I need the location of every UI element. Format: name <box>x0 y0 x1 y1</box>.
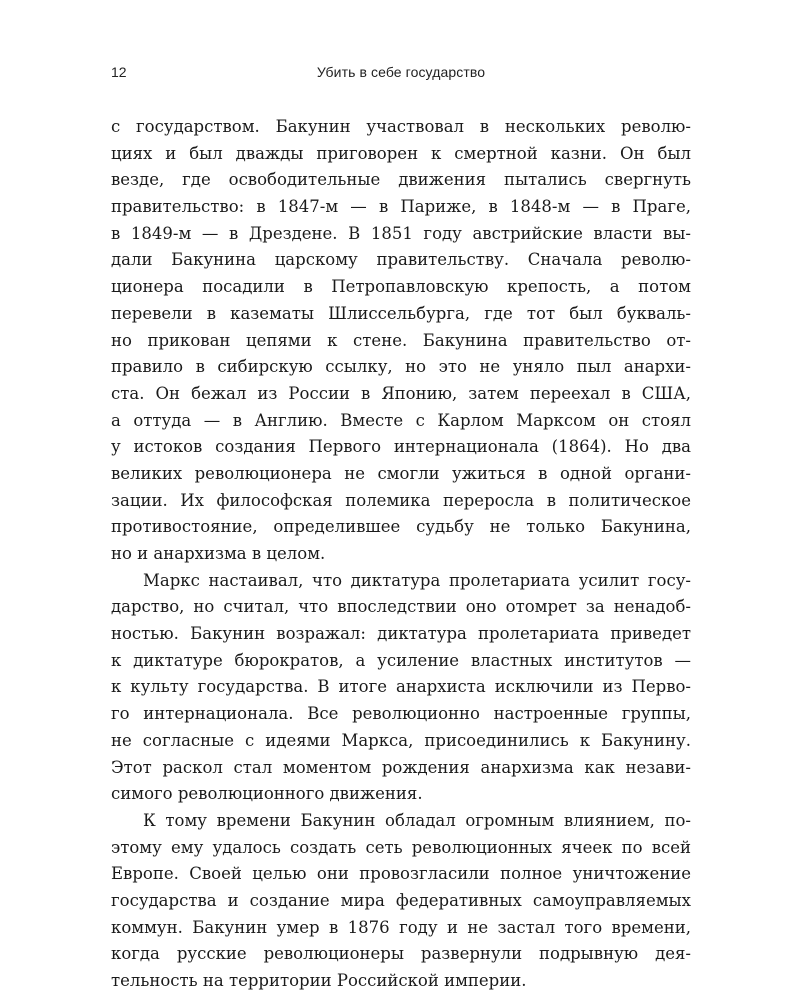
text-line: ста. Он бежал из России в Японию, затем переехал в США, <box>111 383 691 403</box>
text-line: циях и был дважды приговорен к смертной казни. Он был <box>111 143 691 163</box>
text-line: дарство, но считал, что впоследствии оно отомрет за ненадоб- <box>111 597 691 617</box>
text-line: правительство: в 1847-м — в Париже, в 1848-м — в Праге, <box>111 197 691 217</box>
text-line: дали Бакунина царскому правительству. Сначала револю- <box>111 250 691 270</box>
text-line: го интернационала. Все революционно настроенные группы, <box>111 704 691 724</box>
text-line: но и анархизма в целом. <box>111 544 326 563</box>
text-line: Этот раскол стал моментом рождения анархизма как незави- <box>111 757 691 777</box>
text-line: везде, где освободительные движения пытались свергнуть <box>111 170 691 190</box>
text-line: Маркс настаивал, что диктатура пролетариата усилит госу- <box>143 570 691 590</box>
text-line: но прикован цепями к стене. Бакунина правительство от- <box>111 330 691 350</box>
text-line: к диктатуре бюрократов, а усиление властных институтов — <box>111 650 691 670</box>
text-line: государства и создание мира федеративных самоуправляемых <box>111 890 691 910</box>
text-line: тельность на территории Российской империи. <box>111 971 527 990</box>
running-head <box>111 64 691 84</box>
paragraph <box>111 568 691 808</box>
text-line: симого революционного движения. <box>111 784 423 804</box>
text-line: К тому времени Бакунин обладал огромным влиянием, по- <box>143 810 691 830</box>
text-line: перевели в казематы Шлиссельбурга, где тот был букваль- <box>111 303 691 323</box>
text-line: противостояние, определившее судьбу не только Бакунина, <box>111 517 691 537</box>
running-title: Убить в себе государство <box>316 64 486 80</box>
text-line: зации. Их философская полемика переросла в политическое <box>111 490 691 510</box>
page-number: 12 <box>111 64 127 80</box>
text-line: с государством. Бакунин участвовал в нескольких револю- <box>111 117 691 136</box>
text-line: к культу государства. В итоге анархиста исключили из Перво- <box>111 677 691 697</box>
text-line: коммун. Бакунин умер в 1876 году и не застал того времени, <box>111 917 691 937</box>
text-line: Европе. Своей целью они провозгласили полное уничтожение <box>111 864 691 884</box>
text-line: великих революционера не смогли ужиться в одной органи- <box>111 463 691 483</box>
text-line: правило в сибирскую ссылку, но это не уняло пыл анархи- <box>111 357 691 377</box>
text-line: этому ему удалось создать сеть революционных ячеек по всей <box>111 837 691 857</box>
text-line: а оттуда — в Англию. Вместе с Карлом Марксом он стоял <box>111 410 691 430</box>
text-line: ностью. Бакунин возражал: диктатура пролетариата приведет <box>111 624 691 644</box>
text-line: ционера посадили в Петропавловскую крепость, а потом <box>111 277 691 297</box>
text-line: у истоков создания Первого интернационала (1864). Но два <box>111 437 691 457</box>
text-line: когда русские революционеры развернули подрывную дея- <box>111 944 691 964</box>
paragraph <box>111 114 691 568</box>
body-text <box>111 114 691 995</box>
text-line: в 1849-м — в Дрездене. В 1851 году австрийские власти вы- <box>111 223 691 243</box>
text-line: не согласные с идеями Маркса, присоединились к Бакунину. <box>111 730 691 750</box>
paragraph <box>111 808 691 995</box>
